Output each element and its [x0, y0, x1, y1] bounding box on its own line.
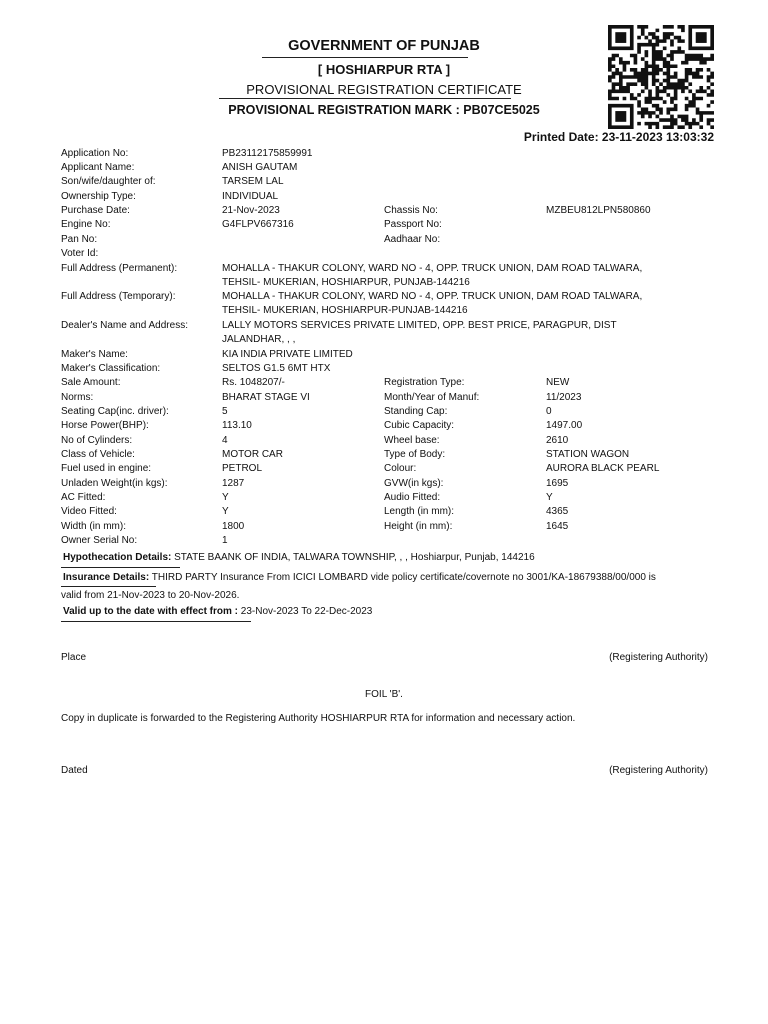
field-label: Length (in mm):: [384, 506, 455, 517]
field-value: MOHALLA - THAKUR COLONY, WARD NO - 4, OPP. TRUCK UNION, DAM ROAD TALWARA,: [222, 263, 643, 274]
field-label: Full Address (Permanent):: [61, 263, 178, 274]
field-row: [0, 247, 768, 261]
field-value: 2610: [546, 435, 569, 446]
field-row: [0, 505, 768, 519]
field-label: Audio Fitted:: [384, 492, 441, 503]
field-row: [0, 376, 768, 390]
field-row: [0, 175, 768, 189]
field-label: Applicant Name:: [61, 162, 135, 173]
registration-mark-value: PB07CE5025: [463, 103, 540, 117]
field-row: [0, 348, 768, 362]
field-row: [0, 462, 768, 476]
field-value: TEHSIL- MUKERIAN, HOSHIARPUR, PUNJAB-144216: [222, 277, 470, 288]
insurance-validity: valid from 21-Nov-2023 to 20-Nov-2026.: [61, 590, 240, 601]
field-label: Month/Year of Manuf:: [384, 392, 480, 403]
qr-code-icon: [608, 25, 714, 129]
field-label: Type of Body:: [384, 449, 446, 460]
foil-label: FOIL 'B'.: [365, 689, 403, 700]
field-value: 1: [222, 535, 228, 546]
field-value: PB23112175859991: [222, 148, 313, 159]
field-label: Maker's Name:: [61, 349, 128, 360]
field-label: Purchase Date:: [61, 205, 130, 216]
field-value: 5: [222, 406, 228, 417]
field-label: AC Fitted:: [61, 492, 106, 503]
field-label: No of Cylinders:: [61, 435, 133, 446]
field-value: Rs. 1048207/-: [222, 377, 285, 388]
field-row: [0, 448, 768, 462]
field-row: [0, 405, 768, 419]
field-value: Y: [222, 492, 229, 503]
registering-authority-label: (Registering Authority): [609, 765, 708, 776]
field-value: 1695: [546, 478, 569, 489]
field-row: [0, 391, 768, 405]
field-row: [0, 434, 768, 448]
validity-value: 23-Nov-2023 To 22-Dec-2023: [238, 606, 373, 617]
field-value: TARSEM LAL: [222, 176, 284, 187]
field-value: 1800: [222, 521, 245, 532]
field-label: Standing Cap:: [384, 406, 448, 417]
field-label: GVW(in kgs):: [384, 478, 444, 489]
field-value: Y: [222, 506, 229, 517]
place-label: Place: [61, 652, 87, 663]
hypothecation-label: Hypothecation Details:: [63, 552, 172, 563]
field-label: Application No:: [61, 148, 129, 159]
field-value: KIA INDIA PRIVATE LIMITED: [222, 349, 353, 360]
validity-details: [63, 603, 713, 620]
field-label: Full Address (Temporary):: [61, 291, 176, 302]
field-value: MOTOR CAR: [222, 449, 283, 460]
field-row: [0, 362, 768, 376]
field-label: Son/wife/daughter of:: [61, 176, 156, 187]
field-label: Voter Id:: [61, 248, 99, 259]
field-label: Pan No:: [61, 234, 98, 245]
field-label: Owner Serial No:: [61, 535, 138, 546]
certificate-title: PROVISIONAL REGISTRATION CERTIFICATE: [246, 82, 522, 97]
field-label: Height (in mm):: [384, 521, 453, 532]
field-value: LALLY MOTORS SERVICES PRIVATE LIMITED, OPP. BEST PRICE, PARAGPUR, DIST: [222, 320, 617, 331]
validity-label: Valid up to the date with effect from :: [63, 606, 239, 617]
government-title: GOVERNMENT OF PUNJAB: [288, 38, 480, 54]
field-label: Ownership Type:: [61, 191, 136, 202]
field-value: 1287: [222, 478, 245, 489]
field-label: Registration Type:: [384, 377, 465, 388]
field-row: [0, 534, 768, 548]
underline: [61, 567, 180, 568]
field-label: Unladen Weight(in kgs):: [61, 478, 168, 489]
field-label: Engine No:: [61, 219, 111, 230]
underline: [219, 98, 511, 99]
field-row: [0, 419, 768, 433]
field-value: 11/2023: [546, 392, 582, 403]
dated-label: Dated: [61, 765, 88, 776]
copy-note: Copy in duplicate is forwarded to the Registering Authority HOSHIARPUR RTA for information and necessary action.: [61, 713, 576, 724]
printed-date: Printed Date: 23-11-2023 13:03:32: [523, 130, 714, 144]
field-value: NEW: [546, 377, 570, 388]
field-label: Fuel used in engine:: [61, 463, 152, 474]
field-label: Class of Vehicle:: [61, 449, 135, 460]
rta-title: [ HOSHIARPUR RTA ]: [317, 62, 451, 77]
field-label: Norms:: [61, 392, 94, 403]
field-value: Y: [546, 492, 553, 503]
field-value: 1645: [546, 521, 569, 532]
registration-mark-label: PROVISIONAL REGISTRATION MARK :: [228, 103, 460, 117]
field-value: PETROL: [222, 463, 263, 474]
field-label: Chassis No:: [384, 205, 438, 216]
field-value: JALANDHAR, , ,: [222, 334, 296, 345]
field-label: Wheel base:: [384, 435, 440, 446]
field-label: Seating Cap(inc. driver):: [61, 406, 169, 417]
field-value: MOHALLA - THAKUR COLONY, WARD NO - 4, OPP. TRUCK UNION, DAM ROAD TALWARA,: [222, 291, 643, 302]
field-row: [0, 218, 768, 232]
field-row: [0, 333, 768, 347]
field-row: [0, 204, 768, 218]
field-row: [0, 276, 768, 290]
field-row: [0, 477, 768, 491]
insurance-label: Insurance Details:: [63, 572, 150, 583]
field-row: [0, 147, 768, 161]
field-row: [0, 491, 768, 505]
field-label: Cubic Capacity:: [384, 420, 455, 431]
field-value: 4365: [546, 506, 569, 517]
field-label: Width (in mm):: [61, 521, 126, 532]
field-row: [0, 233, 768, 247]
underline: [61, 621, 251, 622]
field-value: 113.10: [222, 420, 252, 431]
field-label: Maker's Classification:: [61, 363, 161, 374]
hypothecation-value: STATE BAANK OF INDIA, TALWARA TOWNSHIP, , , Hoshiarpur, Punjab, 144216: [171, 552, 535, 563]
field-label: Passport No:: [384, 219, 442, 230]
field-value: TEHSIL- MUKERIAN, HOSHIARPUR-PUNJAB-144216: [222, 305, 468, 316]
field-row: [0, 520, 768, 534]
field-value: 0: [546, 406, 552, 417]
field-value: MZBEU812LPN580860: [546, 205, 651, 216]
field-value: ANISH GAUTAM: [222, 162, 298, 173]
hypothecation-details: [63, 549, 713, 566]
field-value: STATION WAGON: [546, 449, 630, 460]
field-label: Sale Amount:: [61, 377, 121, 388]
field-row: [0, 319, 768, 333]
field-label: Dealer's Name and Address:: [61, 320, 188, 331]
field-value: G4FLPV667316: [222, 219, 294, 230]
field-label: Colour:: [384, 463, 417, 474]
field-row: [0, 262, 768, 276]
field-row: [0, 304, 768, 318]
underline: [262, 57, 468, 58]
insurance-value: THIRD PARTY Insurance From ICICI LOMBARD vide policy certificate/covernote no 3001/KA-18679388/00/000 is: [149, 572, 656, 583]
field-value: AURORA BLACK PEARL: [546, 463, 660, 474]
field-value: 21-Nov-2023: [222, 205, 280, 216]
insurance-details: [63, 569, 713, 586]
field-label: Video Fitted:: [61, 506, 117, 517]
field-value: INDIVIDUAL: [222, 191, 279, 202]
field-value: SELTOS G1.5 6MT HTX: [222, 363, 331, 374]
field-value: 4: [222, 435, 228, 446]
field-row: [0, 190, 768, 204]
field-row: [0, 290, 768, 304]
field-value: 1497.00: [546, 420, 583, 431]
field-label: Horse Power(BHP):: [61, 420, 149, 431]
registering-authority-label: (Registering Authority): [609, 652, 708, 663]
field-label: Aadhaar No:: [384, 234, 441, 245]
field-value: BHARAT STAGE VI: [222, 392, 310, 403]
field-row: [0, 161, 768, 175]
